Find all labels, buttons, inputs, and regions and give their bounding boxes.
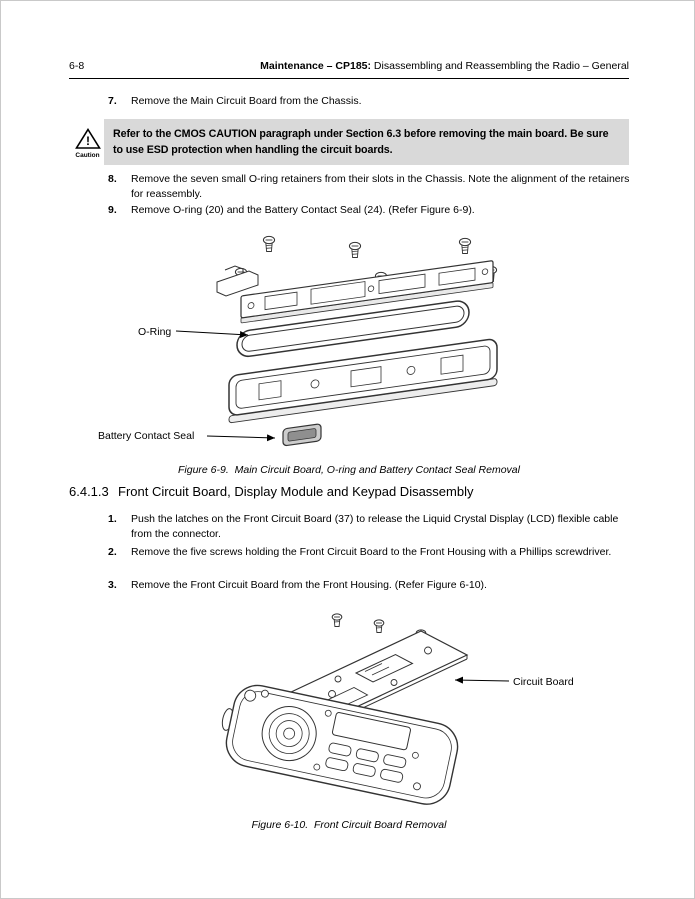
caution-exclamation: !: [85, 134, 90, 148]
step-number: 7.: [108, 95, 117, 107]
step-number: 8.: [108, 173, 117, 185]
circuit-board-label: Circuit Board: [513, 676, 574, 688]
step-item-8: [108, 172, 631, 202]
caution-text: Refer to the CMOS CAUTION paragraph under Section 6.3 before removing the main board. Be sure to use ESD protection when handling the circuit boards.: [104, 119, 629, 165]
caution-note: [75, 119, 629, 165]
section-title: Front Circuit Board, Display Module and Keypad Disassembly: [118, 484, 474, 499]
page-header: [69, 60, 629, 72]
step-text: Remove the five screws holding the Front Circuit Board to the Front Housing with a Phillips screwdriver.: [131, 546, 612, 558]
o-ring-leader-arrow: [176, 331, 248, 335]
header-title-bold: Maintenance – CP185:: [260, 60, 372, 72]
step-number: 1.: [108, 513, 117, 525]
battery-contact-seal-drawing: [283, 424, 321, 446]
step-number: 2.: [108, 546, 117, 558]
battery-seal-leader-arrow: [207, 436, 275, 438]
caution-icon: [74, 128, 101, 159]
battery-seal-label: Battery Contact Seal: [98, 430, 195, 442]
figure-6-9-caption: Figure 6-9. Main Circuit Board, O-ring and Battery Contact Seal Removal: [178, 464, 520, 476]
step-item-2: [108, 545, 631, 560]
section-heading: [69, 484, 474, 499]
header-title-rest: Disassembling and Reassembling the Radio – General: [371, 60, 629, 72]
step-text: Push the latches on the Front Circuit Board (37) to release the Liquid Crystal Display (LCD) flexible cable from the connector.: [131, 513, 619, 540]
step-item-1: [108, 512, 631, 542]
header-rule: [69, 78, 629, 79]
caution-icon-word: Caution: [75, 152, 100, 159]
step-text: Remove the Main Circuit Board from the Chassis.: [131, 95, 362, 107]
section-number: 6.4.1.3: [69, 484, 109, 499]
page-number: 6-8: [69, 60, 85, 72]
step-item-3: [108, 578, 631, 593]
step-item-7: [108, 94, 631, 109]
circuit-board-leader-arrow: [455, 680, 509, 681]
header-title: [260, 60, 629, 72]
figure-6-10: [69, 609, 629, 817]
step-item-9: [108, 203, 631, 218]
step-text: Remove the Front Circuit Board from the Front Housing. (Refer Figure 6-10).: [131, 579, 487, 591]
step-text: Remove O-ring (20) and the Battery Contact Seal (24). (Refer Figure 6-9).: [131, 204, 475, 216]
step-number: 9.: [108, 204, 117, 216]
figure-6-9: [69, 226, 629, 464]
figure-6-10-caption: Figure 6-10. Front Circuit Board Removal: [251, 819, 447, 831]
o-ring-label: O-Ring: [138, 326, 172, 338]
step-number: 3.: [108, 579, 117, 591]
step-text: Remove the seven small O-ring retainers from their slots in the Chassis. Note the alignment of the retainers for reassembly.: [131, 173, 630, 200]
